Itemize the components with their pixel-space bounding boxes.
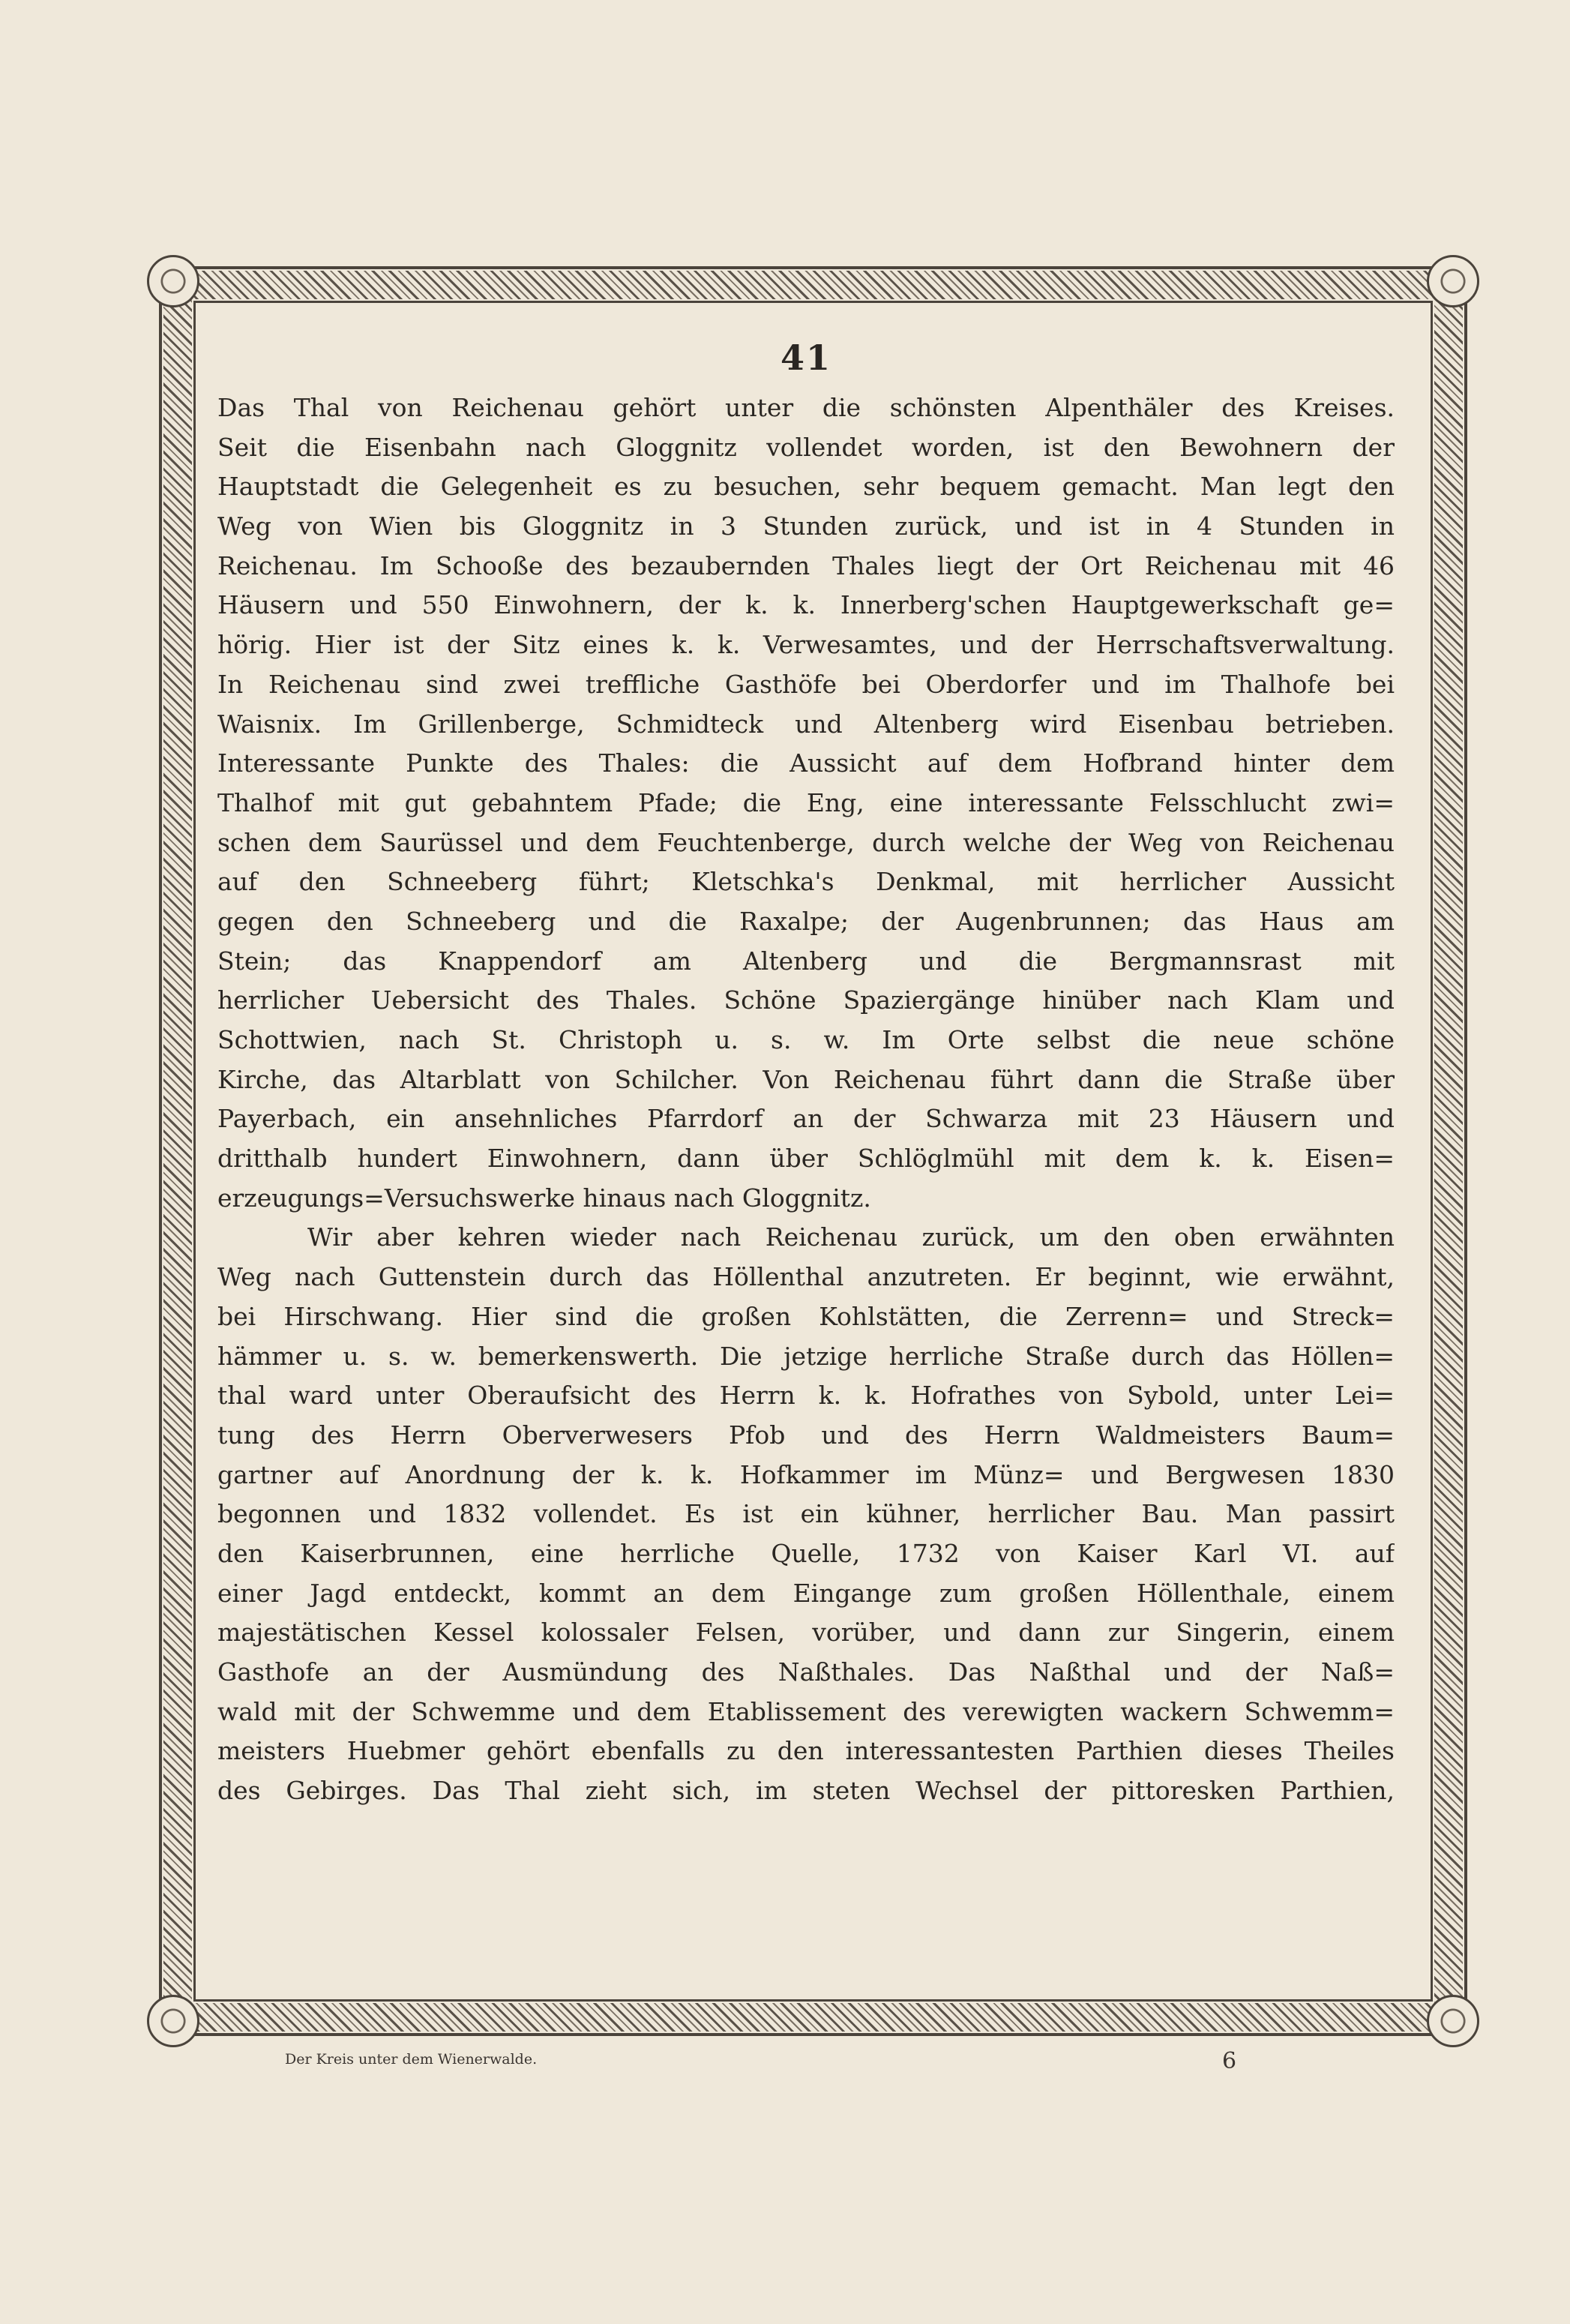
text-line: Kirche, das Altarblatt von Schilcher. Von Reichenau führt dann die Straße über [217,1064,1395,1094]
text-line: Interessante Punkte des Thales: die Aussicht auf dem Hofbrand hinter dem [217,748,1395,778]
text-line: auf den Schneeberg führt; Kletschka's Denkmal, mit herrlicher Aussicht [217,867,1395,897]
text-line: hämmer u. s. w. bemerkenswerth. Die jetzige herrliche Straße durch das Höllen= [217,1341,1395,1371]
text-line: tung des Herrn Oberverwesers Pfob und des Herrn Waldmeisters Baum= [217,1420,1395,1450]
signature-number: 6 [1222,2048,1237,2074]
text-line: Das Thal von Reichenau gehört unter die schönsten Alpenthäler des Kreises. [217,393,1395,422]
text-line: dritthalb hundert Einwohnern, dann über Schlöglmühl mit dem k. k. Eisen= [217,1144,1395,1174]
text-line: majestätischen Kessel kolossaler Felsen, vorüber, und dann zur Singerin, einem [217,1618,1395,1648]
text-line: Stein; das Knappendorf am Altenberg und die Bergmannsrast mit [217,946,1395,976]
corner-ornament-icon [1427,1995,1479,2047]
text-line: Reichenau. Im Schooße des bezaubernden Thales liegt der Ort Reichenau mit 46 [217,550,1395,580]
text-line: gegen den Schneeberg und die Raxalpe; der Augenbrunnen; das Haus am [217,906,1395,936]
text-line: thal ward unter Oberaufsicht des Herrn k. k. Hofrathes von Sybold, unter Lei= [217,1381,1395,1411]
text-line: Seit die Eisenbahn nach Gloggnitz vollendet worden, ist den Bewohnern der [217,432,1395,462]
corner-ornament-icon [147,255,199,307]
corner-ornament-icon [147,1995,199,2047]
corner-ornament-icon [1427,255,1479,307]
text-line: Wir aber kehren wieder nach Reichenau zurück, um den oben erwähnten [307,1222,1395,1252]
text-line: bei Hirschwang. Hier sind die großen Kohlstätten, die Zerrenn= und Streck= [217,1301,1395,1331]
text-line: herrlicher Uebersicht des Thales. Schöne Spaziergänge hinüber nach Klam und [217,985,1395,1015]
text-line: In Reichenau sind zwei treffliche Gasthöfe bei Oberdorfer und im Thalhofe bei [217,669,1395,699]
text-line: Weg von Wien bis Gloggnitz in 3 Stunden zurück, und ist in 4 Stunden in [217,511,1395,541]
text-line: Gasthofe an der Ausmündung des Naßthales. Das Naßthal und der Naß= [217,1657,1395,1687]
text-line: schen dem Saurüssel und dem Feuchtenberge, durch welche der Weg von Reichenau [217,827,1395,857]
text-line: gartner auf Anordnung der k. k. Hofkammer im Münz= und Bergwesen 1830 [217,1459,1395,1489]
text-line: meisters Huebmer gehört ebenfalls zu den interessantesten Parthien dieses Theiles [217,1736,1395,1766]
text-line: einer Jagd entdeckt, kommt an dem Eingange zum großen Höllenthale, einem [217,1578,1395,1608]
text-line: Waisnix. Im Grillenberge, Schmidteck und Altenberg wird Eisenbau betrieben. [217,709,1395,739]
text-line: des Gebirges. Das Thal zieht sich, im steten Wechsel der pittoresken Parthien, [217,1776,1395,1806]
text-line: Schottwien, nach St. Christoph u. s. w. Im Orte selbst die neue schöne [217,1025,1395,1054]
text-line: wald mit der Schwemme und dem Etablissement des verewigten wackern Schwemm= [217,1696,1395,1726]
text-line: Häusern und 550 Einwohnern, der k. k. Innerberg'schen Hauptgewerkschaft ge= [217,590,1395,620]
text-line: hörig. Hier ist der Sitz eines k. k. Verwesamtes, und der Herrschaftsverwaltung. [217,630,1395,660]
text-line: erzeugungs=Versuchswerke hinaus nach Gloggnitz. [217,1183,871,1213]
text-line: begonnen und 1832 vollendet. Es ist ein kühner, herrlicher Bau. Man passirt [217,1499,1395,1529]
signature-mark: Der Kreis unter dem Wienerwalde. [285,2051,538,2068]
text-line: Weg nach Guttenstein durch das Höllenthal anzutreten. Er beginnt, wie erwähnt, [217,1262,1395,1292]
text-line: Thalhof mit gut gebahntem Pfade; die Eng, eine interessante Felsschlucht zwi= [217,787,1395,817]
text-line: den Kaiserbrunnen, eine herrliche Quelle, 1732 von Kaiser Karl VI. auf [217,1538,1395,1568]
text-line: Hauptstadt die Gelegenheit es zu besuchen, sehr bequem gemacht. Man legt den [217,472,1395,502]
text-line: Payerbach, ein ansehnliches Pfarrdorf an der Schwarza mit 23 Häusern und [217,1104,1395,1134]
text-block [217,337,1395,1811]
page-number: 41 [780,337,831,378]
